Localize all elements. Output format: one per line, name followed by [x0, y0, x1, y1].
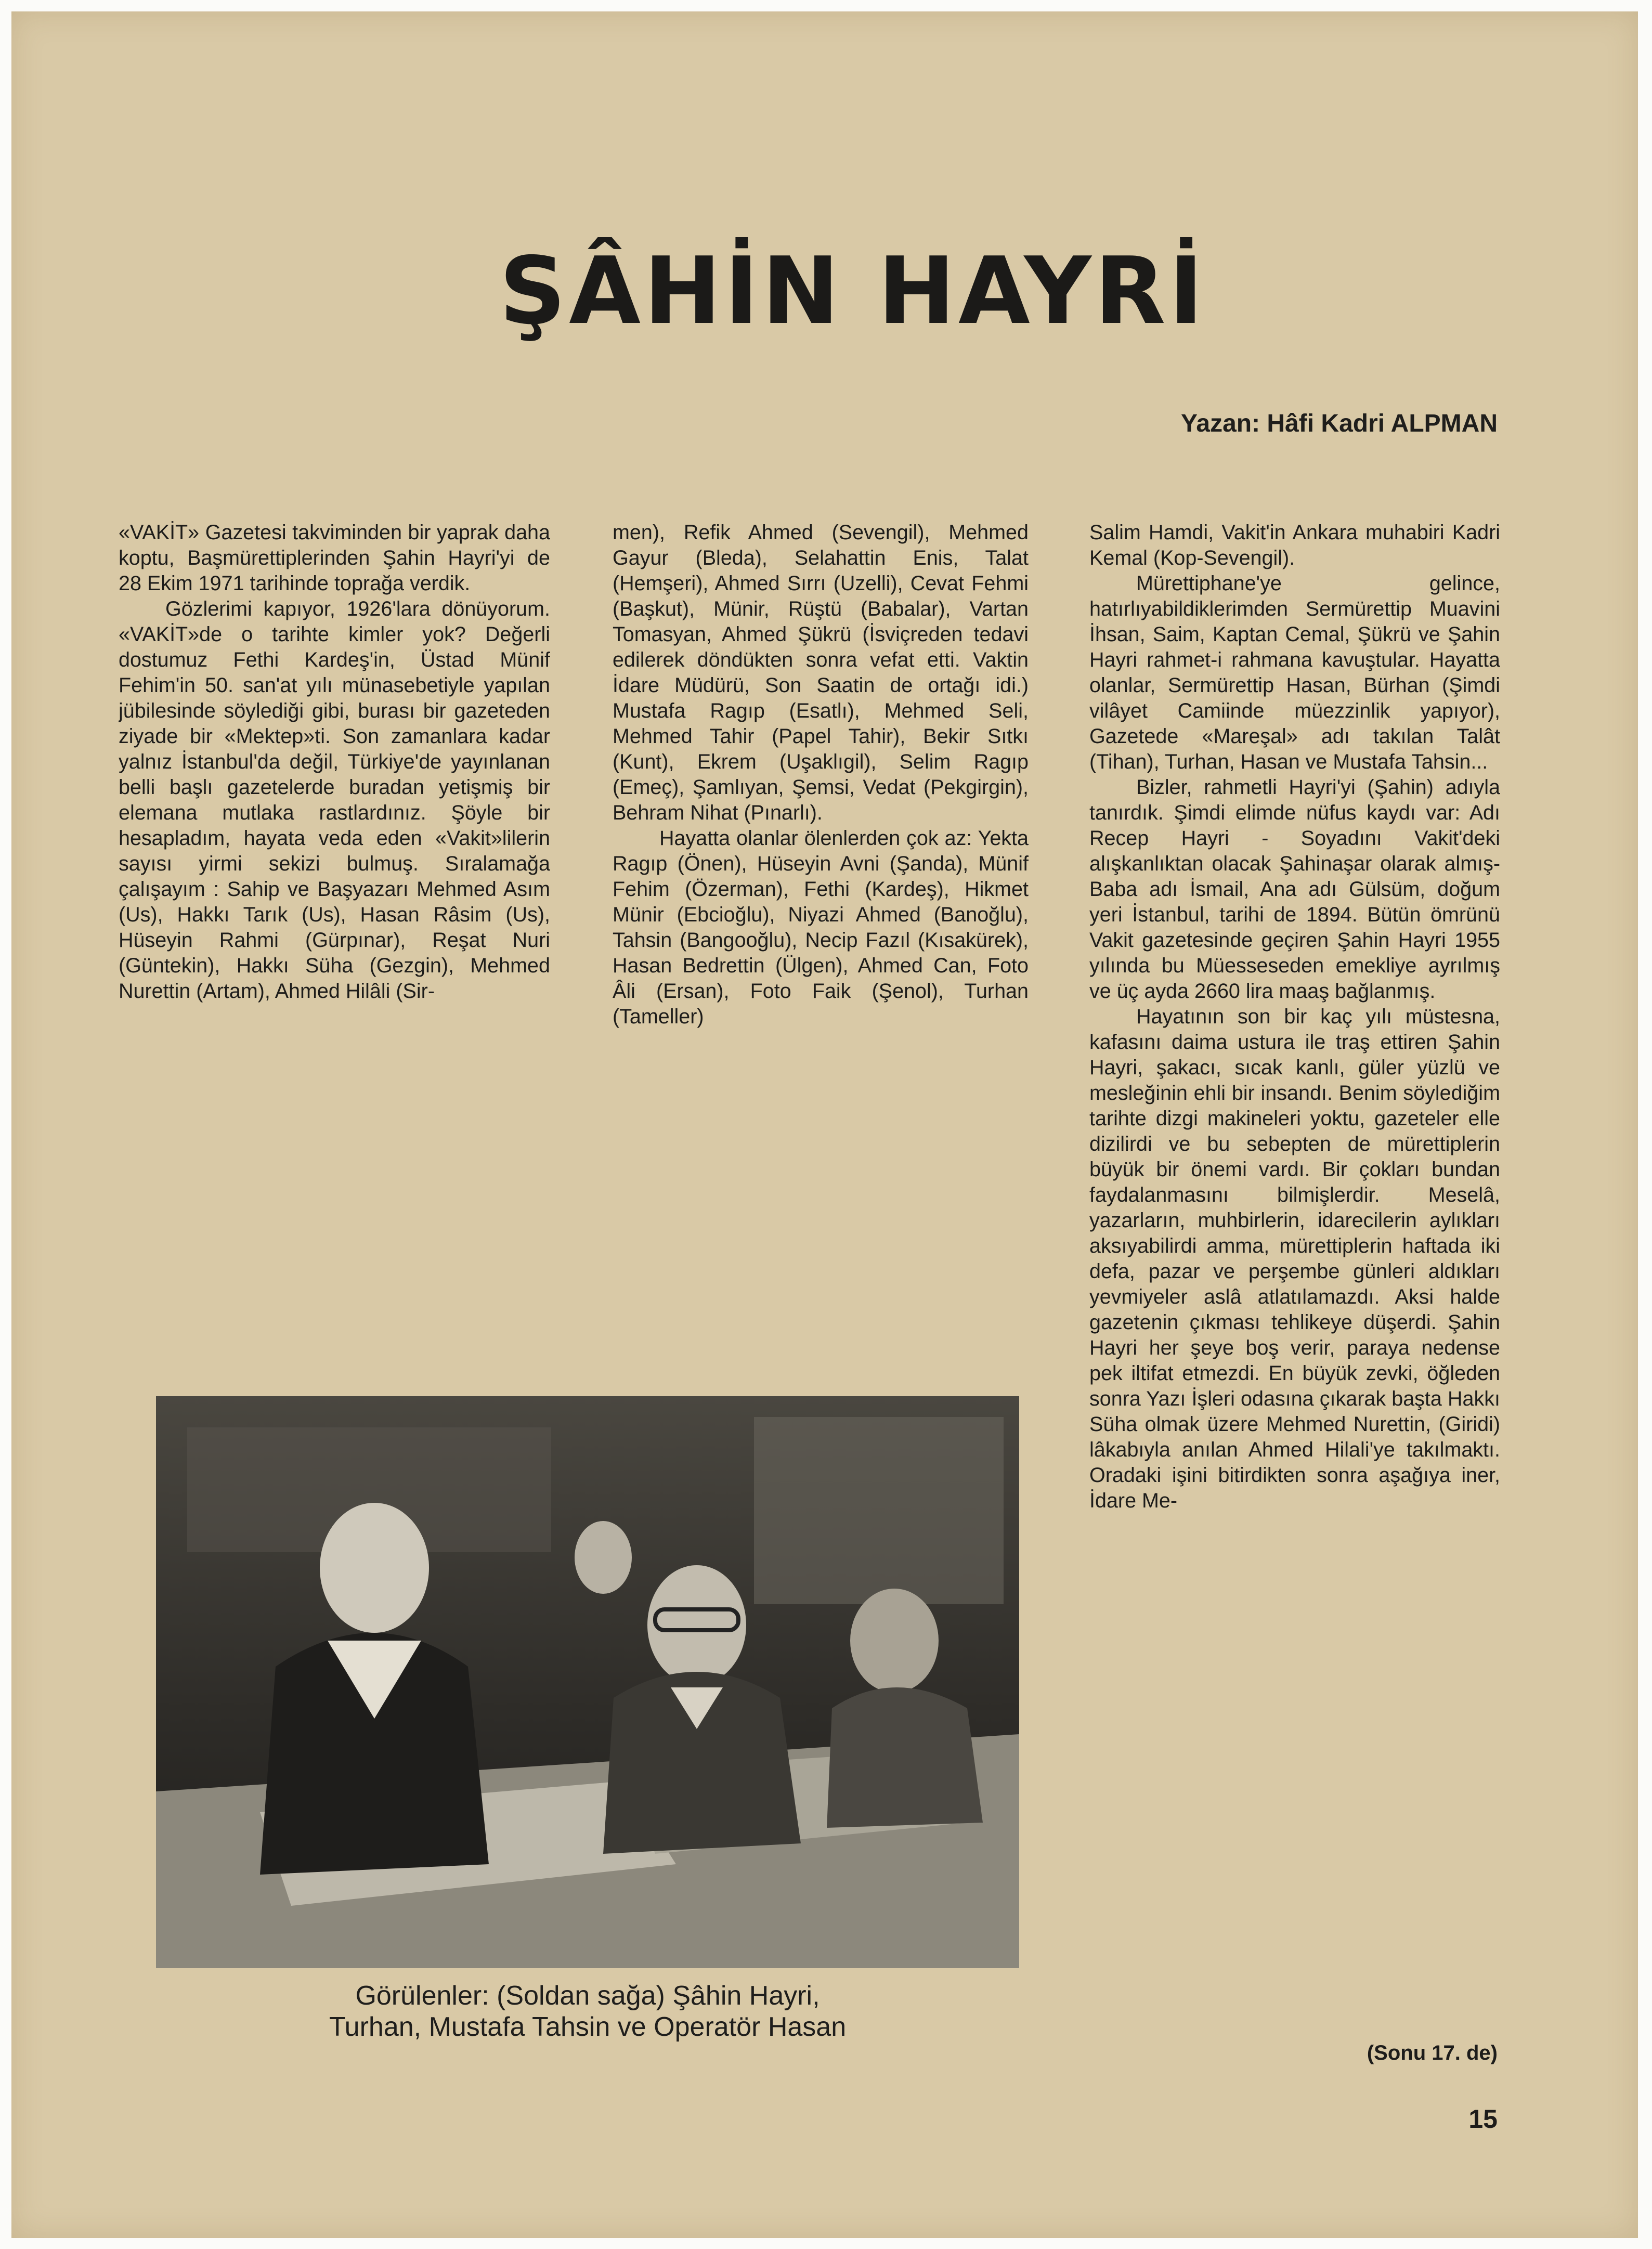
byline: Yazan: Hâfi Kadri ALPMAN [1181, 410, 1498, 437]
photo-caption [156, 1980, 1019, 2043]
paragraph: Mürettiphane'ye gelince, hatırlıyabildiklerimden Sermürettip Muavini İhsan, Saim, Kaptan Cemal, Şükrü ve Şahin Hayri rahmet-i rahmana kavuştular. Hayatta olanlar, Sermürettip Hasan, Bürhan (Şimdi vilâyet Camiinde müezzinlik yapıyor), Gazetede «Mareşal» adı takılan Talât (Tihan), Turhan, Hasan ve Mustafa Tahsin... [1089, 572, 1500, 773]
continued-note: (Sonu 17. de) [1367, 2042, 1498, 2064]
group-photo [156, 1396, 1019, 1968]
photo-illustration [156, 1396, 1019, 1968]
text-column-2 [613, 520, 1029, 1274]
article-title: ŞÂHİN HAYRİ [499, 237, 1206, 345]
paragraph: men), Refik Ahmed (Sevengil), Mehmed Gayur (Bleda), Selahattin Enis, Talat (Hemşeri), Ahmed Sırrı (Uzelli), Cevat Fehmi (Başkut), Münir, Rüştü (Babalar), Vartan Tomasyan, Ahmed Şükrü (İsviçreden tedavi edilerek döndükten sonra vefat etti. Vaktin İdare Müdürü, Son Saatin de ortağı idi.) Mustafa Ragıp (Esatlı), Mehmed Seli, Mehmed Tahir (Papel Tahir), Bekir Sıtkı (Kunt), Ekrem (Uşaklıgil), Selim Ragıp (Emeç), Şamlıyan, Şemsi, Vedat (Pekgirgin), Behram Nihat (Pınarlı). [613, 521, 1029, 824]
paragraph: Bizler, rahmetli Hayri'yi (Şahin) adıyla tanırdık. Şimdi elimde nüfus kaydı var: Adı Recep Hayri - Soyadını Vakit'deki alışkanlıktan olacak Şahinaşar olarak almış- Baba adı İsmail, Ana adı Gülsüm, doğum yeri İstanbul, tarihi de 1894. Bütün ömrünü Vakit gazetesinde geçiren Şahin Hayri 1955 yılında bu Müesseseden emekliye ayrılmış ve üç ayda 2660 lira maaş bağlanmış. [1089, 776, 1500, 1003]
paragraph: Hayatının son bir kaç yılı müstesna, kafasını daima ustura ile traş ettiren Şahin Hayri, şakacı, sıcak kanlı, güler yüzlü ve mesleğinin ehli bir insandı. Benim söylediğim tarihte dizgi makineleri yoktu, gazeteler elle dizilirdi ve bu sebepten de mürettiplerin büyük bir önemi vardı. Bir çokları bundan faydalanmasını bilmişlerdir. Meselâ, yazarların, muhbirlerin, idarecilerin aylıkları aksıyabilirdi amma, mürettiplerin haftada iki defa, pazar ve perşembe günleri aldıkları yevmiyeler aslâ atlatılamazdı. Aksi halde gazetenin çıkması tehlikeye düşerdi. Şahin Hayri her şeye boş verir, paraya nedense pek iltifat etmezdi. En büyük zevki, öğleden sonra Yazı İşleri odasına çıkarak başta Hakkı Süha olmak üzere Mehmed Nurettin, (Giridi) lâkabıyla anılan Ahmed Hilali'ye takılmaktı. Oradaki işini bitirdikten sonra aşağıya iner, İdare Me- [1089, 1005, 1500, 1512]
text-column-3 [1089, 520, 1500, 2080]
text-column-1 [119, 520, 550, 1274]
page-number: 15 [1468, 2104, 1498, 2134]
paragraph: Hayatta olanlar ölenlerden çok az: Yekta Ragıp (Önen), Hüseyin Avni (Şanda), Münif Fehim (Özerman), Fethi (Kardeş), Hikmet Münir (Ebcioğlu), Niyazi Ahmed (Banoğlu), Tahsin (Bangooğlu), Necip Fazıl (Kısakürek), Hasan Bedrettin (Ülgen), Ahmed Can, Foto Âli (Ersan), Foto Faik (Şenol), Turhan (Tameller) [613, 827, 1029, 1028]
paragraph: «VAKİT» Gazetesi takviminden bir yaprak daha koptu, Başmürettiplerinden Şahin Hayri'yi de 28 Ekim 1971 tarihinde toprağa verdik. [119, 521, 550, 595]
photo-caption-line-1: Görülenler: (Soldan sağa) Şâhin Hayri, [355, 1981, 820, 2011]
paragraph: Gözlerimi kapıyor, 1926'lara dönüyorum. «VAKİT»de o tarihte kimler yok? Değerli dostumuz Fethi Kardeş'in, Üstad Münif Fehim'in 50. san'at yılı münasebetiyle yapılan jübilesinde söylediği gibi, burası bir gazeteden ziyade bir «Mektep»ti. Son zamanlara kadar yalnız İstanbul'da değil, Türkiye'de yayınlanan belli başlı gazetelerde buradan yetişmiş bir elemana mutlaka rastlardınız. Şöyle bir hesapladım, hayata veda eden «Vakit»lilerin sayısı yirmi sekizi bulmuş. Sıralamağa çalışayım : Sahip ve Başyazarı Mehmed Asım (Us), Hakkı Tarık (Us), Hasan Râsim (Us), Hüseyin Rahmi (Gürpınar), Reşat Nuri (Güntekin), Hakkı Süha (Gezgin), Mehmed Nurettin (Artam), Ahmed Hilâli (Sir- [119, 597, 550, 1003]
paragraph: Salim Hamdi, Vakit'in Ankara muhabiri Kadri Kemal (Kop-Sevengil). [1089, 521, 1500, 569]
photo-caption-line-2: Turhan, Mustafa Tahsin ve Operatör Hasan [329, 2012, 847, 2042]
